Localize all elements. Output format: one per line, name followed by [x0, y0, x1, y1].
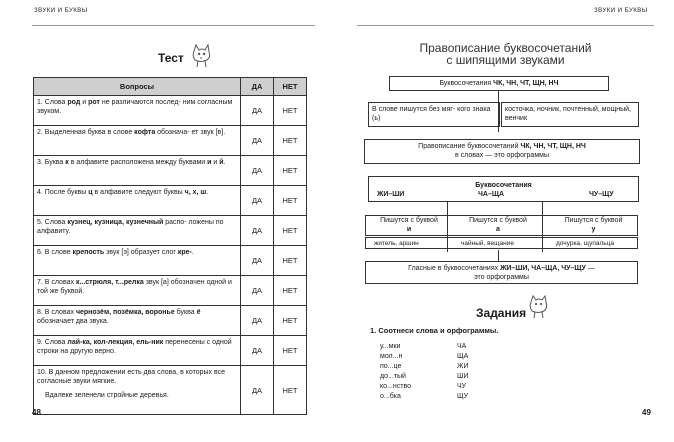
table-row	[34, 246, 307, 276]
answer-yes[interactable]: ДА	[241, 336, 274, 366]
answer-yes[interactable]: ДА	[241, 276, 274, 306]
answer-yes[interactable]: ДА	[241, 126, 274, 156]
header-rule	[32, 25, 315, 26]
spelling-item: ЩА	[457, 353, 469, 360]
answer-no[interactable]: НЕТ	[274, 366, 307, 415]
cat-mascot-icon	[527, 294, 549, 320]
answer-yes[interactable]: ДА	[241, 186, 274, 216]
word-item: по...це	[380, 363, 402, 370]
spelling-item: ЖИ	[457, 363, 469, 370]
col-header-questions: Вопросы	[34, 78, 241, 96]
spelling-item: ЧУ	[457, 383, 467, 390]
answer-yes[interactable]: ДА	[241, 96, 274, 126]
task-1: 1. Соотнеси слова и орфограммы.	[370, 326, 499, 335]
answer-no[interactable]: НЕТ	[274, 336, 307, 366]
question-cell: 1. Слова род и рот не различаются послед- ним согласным звуком.	[34, 96, 241, 126]
example-sentence: Вдалеке зеленели стройные деревья.	[45, 392, 169, 399]
words-column	[380, 342, 411, 402]
test-table	[33, 77, 307, 415]
cat-mascot-icon	[189, 43, 213, 69]
spellings-column	[457, 342, 469, 402]
examples-row: житель, аршин чайный, вещание дочурка, щупальца	[365, 237, 638, 249]
question-cell: 10. В данном предложении есть два слова, в которых все согласные звуки мягкие. Вдалеке зеленели стройные деревья.	[34, 366, 241, 415]
answer-yes[interactable]: ДА	[241, 216, 274, 246]
tasks-title: Задания	[476, 306, 527, 320]
vowels-box: Гласные в буквосочетаниях ЖИ–ШИ, ЧА–ЩА, ЧУ–ЩУ — это орфограммы	[365, 261, 638, 284]
header-text: ЗВУКИ И БУКВЫ	[34, 8, 88, 14]
table-row	[34, 186, 307, 216]
answer-yes[interactable]: ДА	[241, 366, 274, 415]
answer-no[interactable]: НЕТ	[274, 246, 307, 276]
table-row	[34, 126, 307, 156]
answer-no[interactable]: НЕТ	[274, 306, 307, 336]
question-cell: 3. Буква к в алфавите расположена между буквами и и й.	[34, 156, 241, 186]
answer-no[interactable]: НЕТ	[274, 126, 307, 156]
table-row	[34, 96, 307, 126]
rules-row: Пишутся с буквой и Пишутся с буквой а Пишутся с буквой у	[365, 215, 638, 236]
table-header-row	[34, 78, 307, 96]
spelling-item: ЧА	[457, 343, 467, 350]
table-row	[34, 366, 307, 415]
spelling-item: ЩУ	[457, 393, 469, 400]
answer-yes[interactable]: ДА	[241, 306, 274, 336]
page-title: Правописание буквосочетаний с шипящими звуками	[419, 41, 592, 67]
answer-no[interactable]: НЕТ	[274, 156, 307, 186]
connector-line	[498, 250, 499, 261]
table-row	[34, 216, 307, 246]
word-item: о...бка	[380, 393, 401, 400]
answer-no[interactable]: НЕТ	[274, 216, 307, 246]
table-row	[34, 276, 307, 306]
word-item: у...мки	[380, 343, 401, 350]
word-item: мол...н	[380, 353, 403, 360]
test-title: Тест	[158, 51, 184, 65]
word-item: до...тый	[380, 373, 406, 380]
question-cell: 9. Слова лай-ка, кол-лекция, ель-ник перенесены с одной строки на другую верно.	[34, 336, 241, 366]
table-row	[34, 156, 307, 186]
answer-no[interactable]: НЕТ	[274, 186, 307, 216]
answer-no[interactable]: НЕТ	[274, 276, 307, 306]
rule-box: В слове пишутся без мяг- кого знака (ь)	[368, 102, 500, 127]
answer-no[interactable]: НЕТ	[274, 96, 307, 126]
table-row	[34, 336, 307, 366]
page-number-left: 48	[32, 408, 41, 417]
answer-yes[interactable]: ДА	[241, 156, 274, 186]
answer-yes[interactable]: ДА	[241, 246, 274, 276]
spelling-item: ШИ	[457, 373, 469, 380]
question-cell: 6. В слове крепость звук [э] образует слог кре-.	[34, 246, 241, 276]
question-cell: 4. После буквы ц в алфавите следуют буквы ч, х, ш.	[34, 186, 241, 216]
combos-box: Буквосочетания ЧК, ЧН, ЧТ, ЩН, НЧ	[389, 76, 609, 91]
table-row	[34, 306, 307, 336]
question-cell: 5. Слова кузнец, кузница, кузнечный распо- ложены по алфавиту.	[34, 216, 241, 246]
word-item: ко...нство	[380, 383, 411, 390]
header-text: ЗВУКИ И БУКВЫ	[594, 8, 648, 14]
question-cell: 7. В словах к...стрюля, т...релка звук [а] обозначен одной и той же буквой.	[34, 276, 241, 306]
col-header-yes: ДА	[241, 78, 274, 96]
examples-box: косточка, ночник, почтенный, мощный, венчик	[501, 102, 639, 127]
page-number-right: 49	[642, 408, 651, 417]
right-page	[337, 0, 674, 442]
col-header-no: НЕТ	[274, 78, 307, 96]
combinations-box: Буквосочетания ЖИ–ШИ ЧА–ЩА ЧУ–ЩУ	[368, 176, 639, 202]
question-cell: 8. В словах чернозём, позёмка, воронье буква ё обозначает два звука.	[34, 306, 241, 336]
header-rule	[357, 25, 654, 26]
question-cell: 2. Выделенная буква в слове кофта обознача- ет звук [в].	[34, 126, 241, 156]
orthogram-box: Правописание буквосочетаний ЧК, ЧН, ЧТ, ЩН, НЧ в словах — это орфограммы	[364, 139, 640, 164]
